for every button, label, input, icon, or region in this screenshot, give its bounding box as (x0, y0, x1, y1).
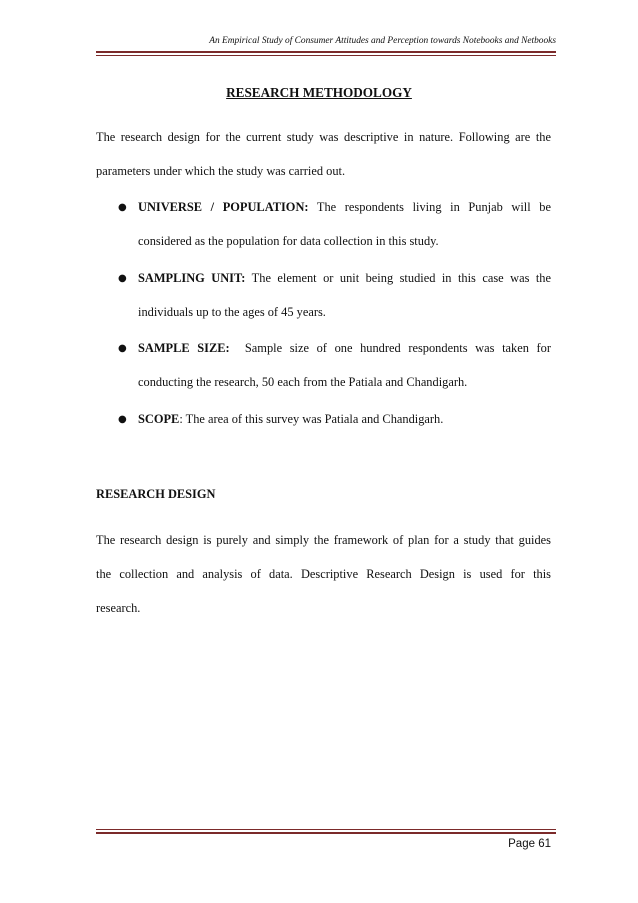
footer-rule-thick (96, 832, 556, 834)
header-running-title: An Empirical Study of Consumer Attitudes and Perception towards Notebooks and Netbooks (209, 36, 556, 46)
header-rule-thin (96, 55, 556, 56)
list-item-text: The respondents living in Punjab will be (308, 200, 551, 214)
list-item-term: SCOPE (138, 412, 180, 426)
paragraph-line-3: research. (96, 601, 141, 615)
bullet-icon: ● (118, 202, 127, 213)
list-item-term: UNIVERSE / POPULATION: (138, 200, 309, 214)
section-heading-research-design: RESEARCH DESIGN (96, 487, 216, 501)
research-design-paragraph (96, 523, 551, 625)
page-title: RESEARCH METHODOLOGY (226, 85, 412, 100)
intro-line-2: parameters under which the study was carried out. (96, 164, 346, 178)
list-item-text: Sample size of one hundred respondents was taken for (229, 341, 551, 355)
list-item-term: SAMPLE SIZE: (138, 341, 230, 355)
list-item-universe (138, 190, 551, 258)
list-item-term: SAMPLING UNIT: (138, 271, 246, 285)
list-item-sampling-unit (138, 261, 551, 329)
footer-rule-thin (96, 829, 556, 830)
bullet-icon: ● (118, 273, 127, 284)
header-rule-thick (96, 51, 556, 53)
list-item-scope (138, 402, 551, 436)
intro-line-1: The research design for the current study was descriptive in nature. Following are the (96, 130, 551, 144)
list-item-text: considered as the population for data collection in this study. (138, 234, 439, 248)
list-item-text: : The area of this survey was Patiala and Chandigarh. (179, 412, 444, 426)
paragraph-line-1: The research design is purely and simply the framework of plan for a study that guides (96, 533, 551, 547)
list-item-text: individuals up to the ages of 45 years. (138, 305, 326, 319)
paragraph-line-2: the collection and analysis of data. Descriptive Research Design is used for this (96, 567, 551, 581)
bullet-icon: ● (118, 343, 127, 354)
list-item-sample-size (138, 331, 551, 399)
list-item-text: The element or unit being studied in this case was the (245, 271, 551, 285)
bullet-icon: ● (118, 414, 127, 425)
page-number: Page 61 (508, 838, 551, 850)
list-item-text: conducting the research, 50 each from the Patiala and Chandigarh. (138, 375, 468, 389)
intro-paragraph (96, 120, 551, 188)
